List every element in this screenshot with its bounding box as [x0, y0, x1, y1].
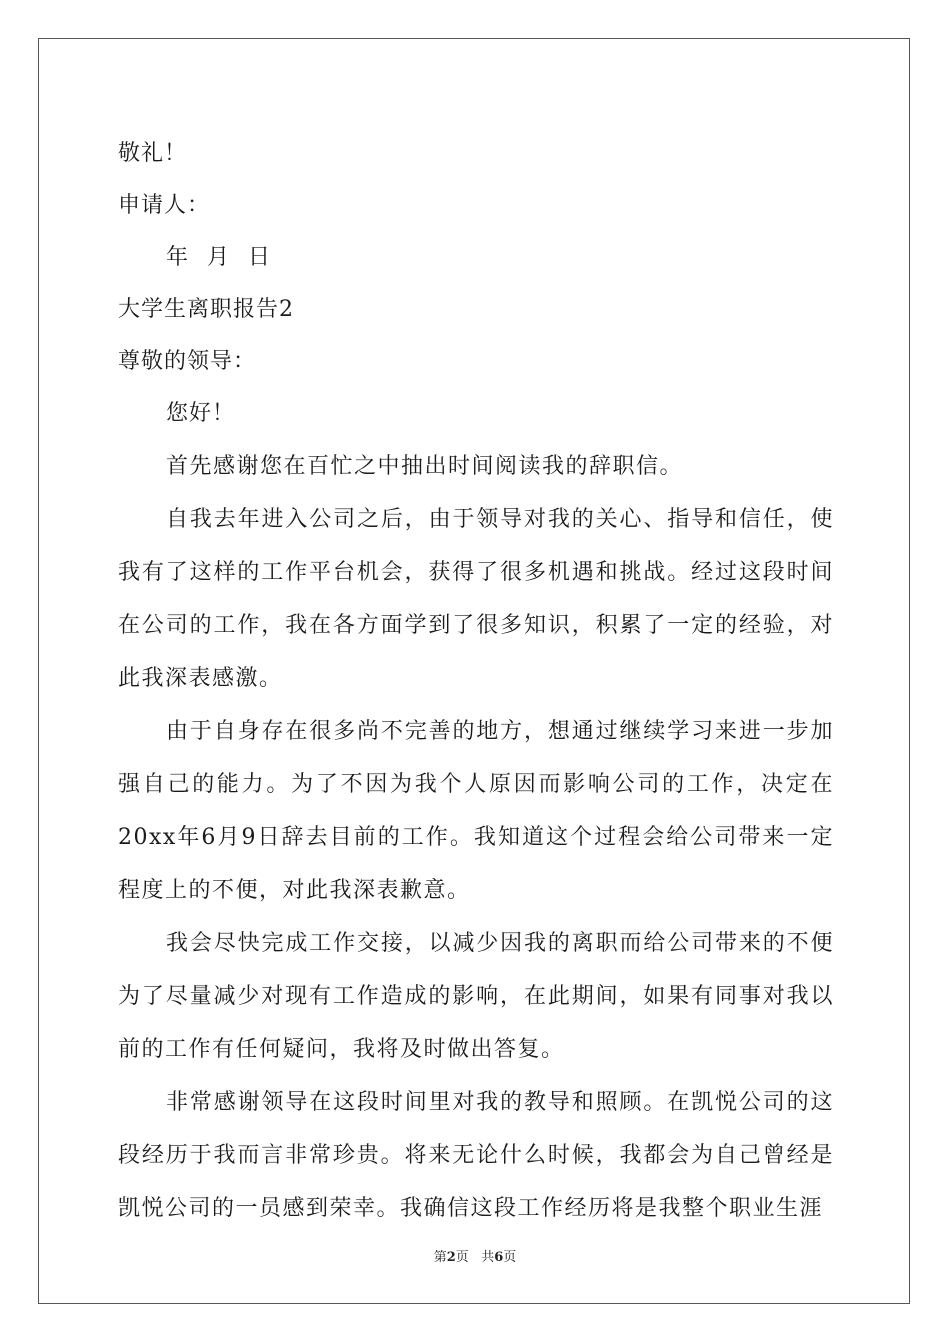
paragraph-handover: 我会尽快完成工作交接，以减少因我的离职而给公司带来的不便为了尽量减少对现有工作造成的影响，在此期间，如果有同事对我以前的工作有任何疑问，我将及时做出答复。 [118, 931, 834, 1062]
paragraph-experience: 自我去年进入公司之后，由于领导对我的关心、指导和信任，使我有了这样的工作平台机会，获得了很多机遇和挑战。经过这段时间在公司的工作，我在各方面学到了很多知识，积累了一定的经验，对此我深表感激。 [118, 507, 834, 691]
letter-body [118, 128, 834, 1235]
total-prefix: 共 [481, 1250, 495, 1265]
total-page-number: 6 [494, 1250, 504, 1265]
closing-line: 敬礼！ [118, 141, 188, 166]
salutation: 尊敬的领导： [118, 349, 257, 374]
paragraph-gratitude: 非常感谢领导在这段时间里对我的教导和照顾。在凯悦公司的这段经历于我而言非常珍贵。将来无论什么时候，我都会为自己曾经是凯悦公司的一员感到荣幸。我确信这段工作经历将是我整个职业生涯 [118, 1090, 834, 1221]
date-placeholder: 年 月 日 [166, 245, 271, 270]
paragraph-reason: 由于自身存在很多尚不完善的地方，想通过继续学习来进一步加强自己的能力。为了不因为我个人原因而影响公司的工作，决定在20xx年6月9日辞去目前的工作。我知道这个过程会给公司带来一定程度上的不便，对此我深表歉意。 [118, 719, 834, 903]
section-title: 大学生离职报告2 [118, 297, 294, 322]
greeting: 您好！ [166, 401, 236, 426]
current-page-number: 2 [446, 1250, 456, 1265]
total-suffix: 页 [503, 1250, 517, 1265]
page-suffix: 页 [455, 1250, 469, 1265]
paragraph-thanks: 首先感谢您在百忙之中抽出时间阅读我的辞职信。 [166, 454, 684, 479]
page-footer [0, 1246, 950, 1265]
applicant-label: 申请人： [118, 193, 211, 218]
page-prefix: 第 [433, 1250, 447, 1265]
